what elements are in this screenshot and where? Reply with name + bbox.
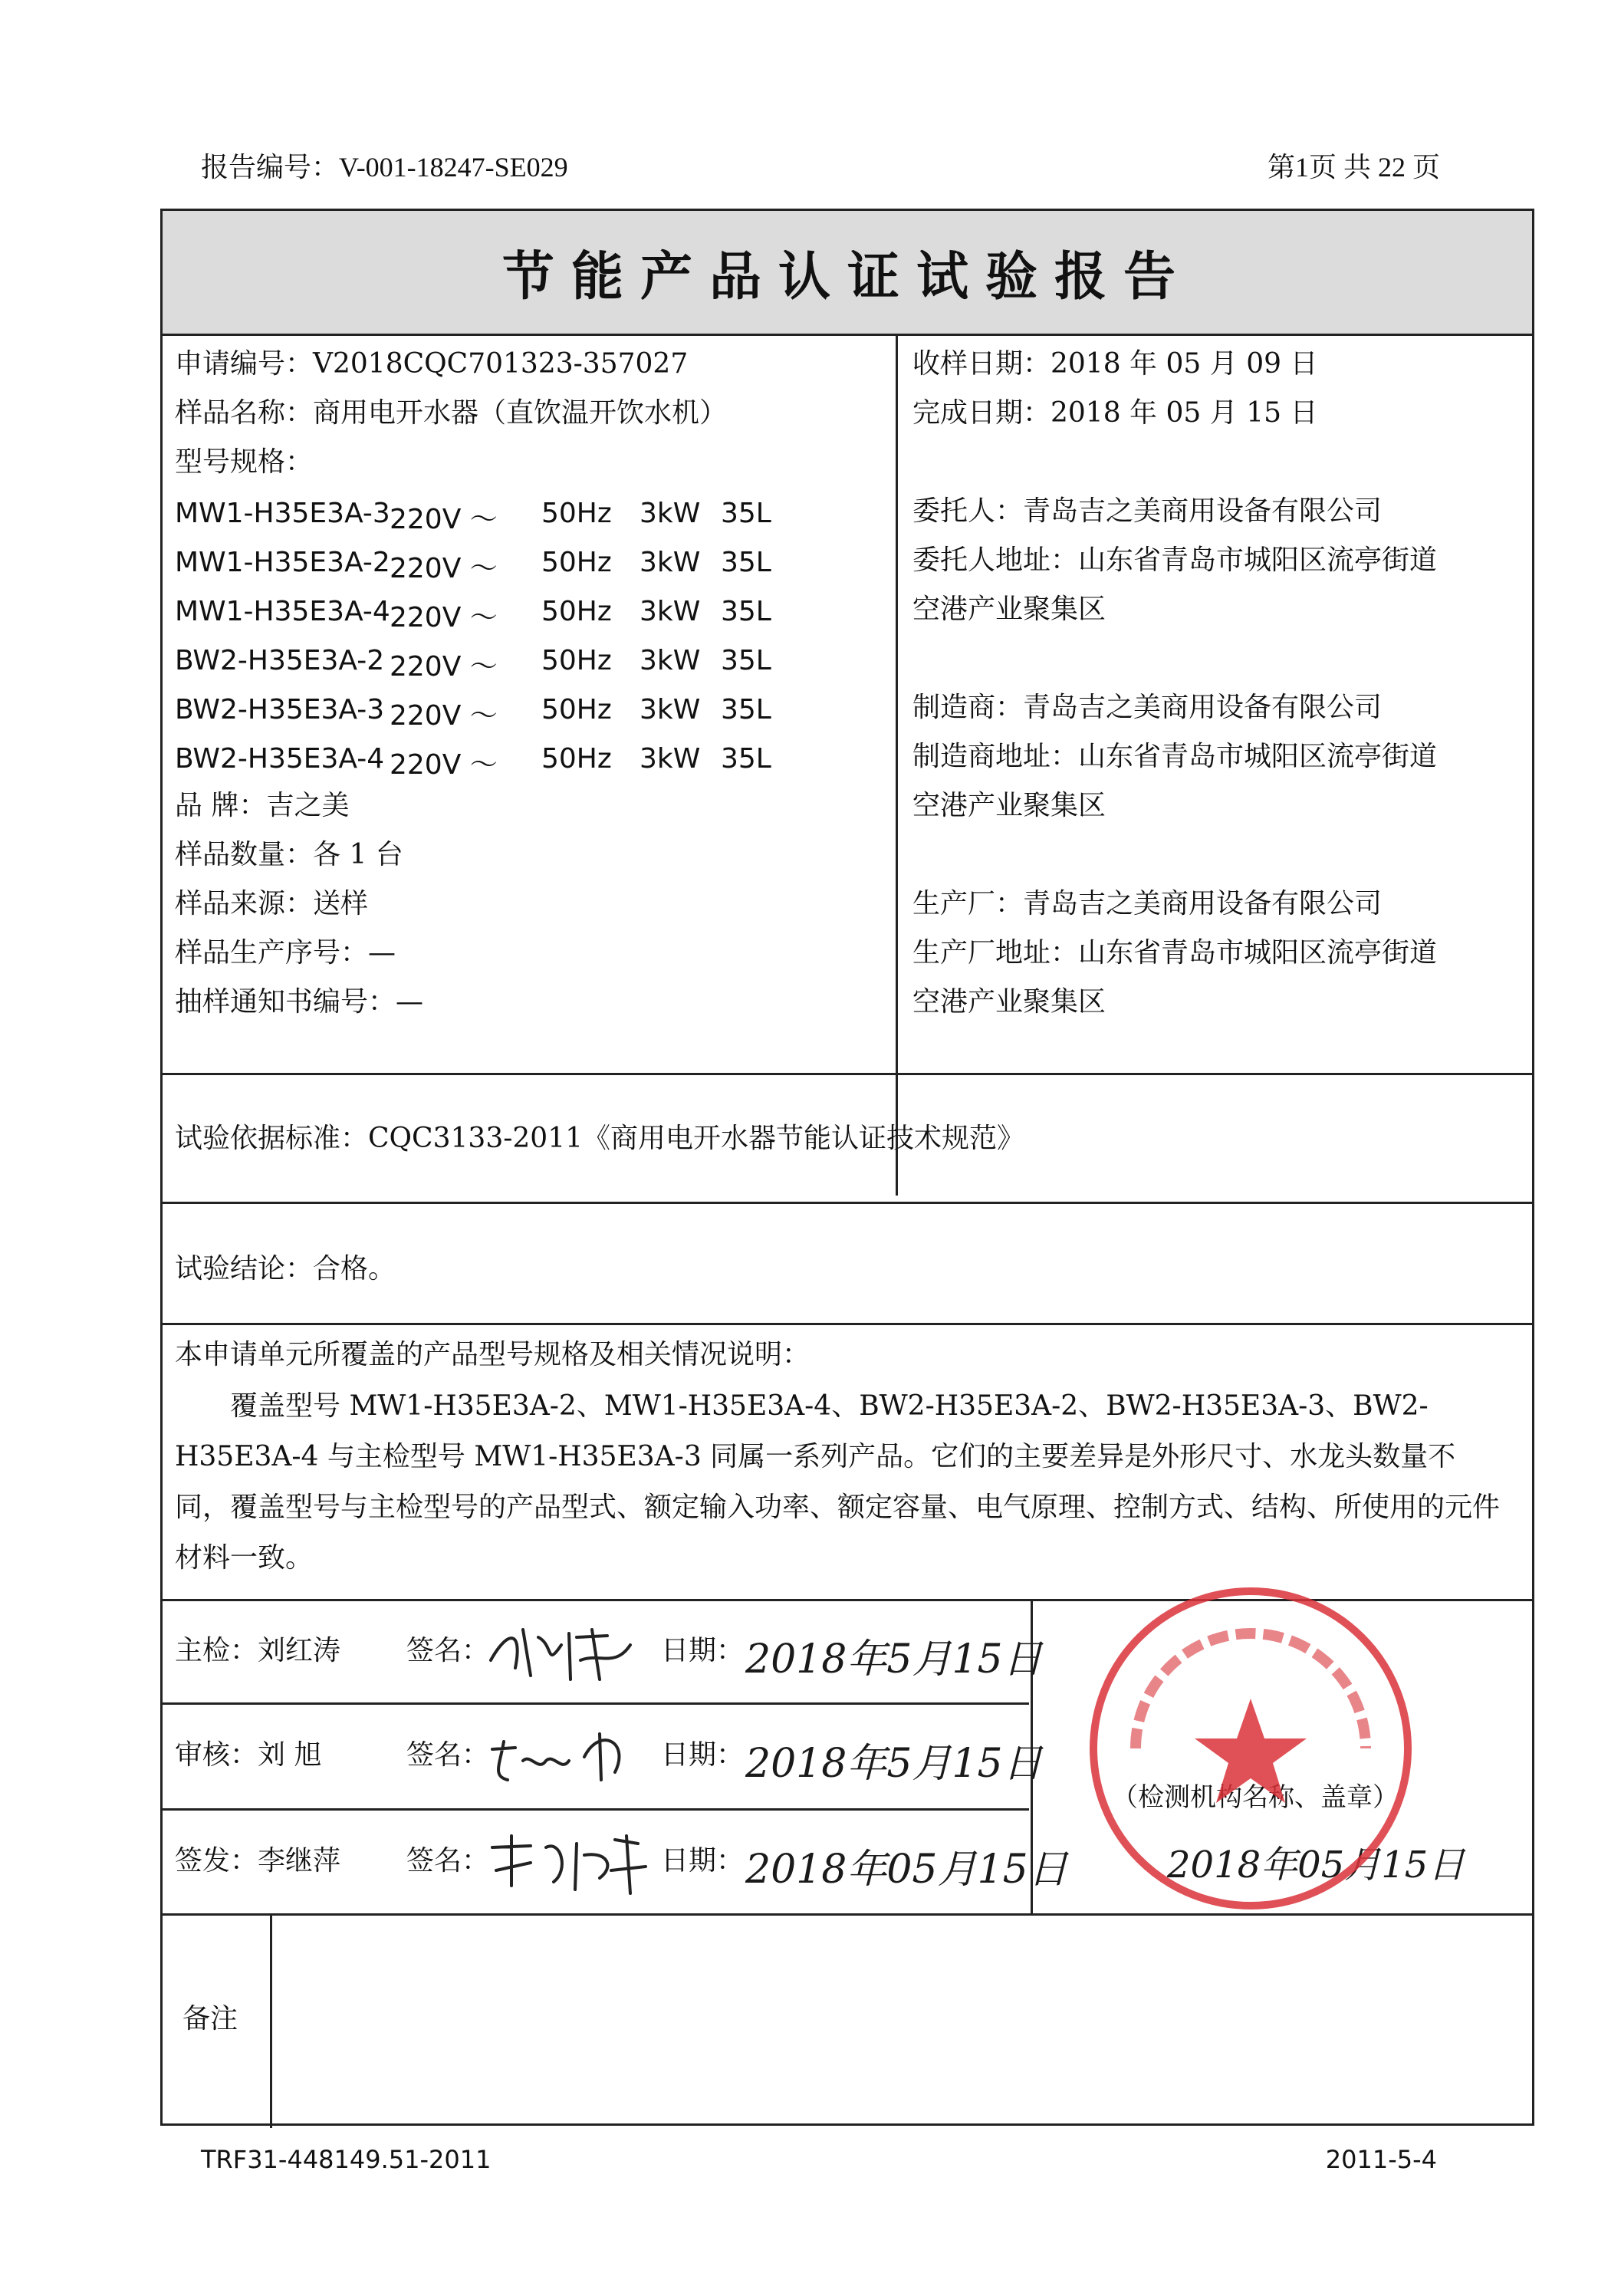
report-number: 报告编号：V-001-18247-SE029 <box>201 152 568 183</box>
model-code: MW1-H35E3A-3 <box>175 498 390 529</box>
reviewer-signature <box>485 1719 646 1795</box>
model-voltage: 220V ～ <box>390 602 498 633</box>
date-label: 日期： <box>661 1739 745 1771</box>
column-divider <box>896 334 898 1196</box>
model-capacity: 35L <box>721 547 771 578</box>
client-address-cont: 空港产业聚集区 <box>912 594 1106 625</box>
inspector-role: 主检：刘红涛 <box>175 1635 341 1666</box>
model-code: BW2-H35E3A-4 <box>175 743 385 775</box>
model-power: 3kW <box>640 498 701 529</box>
model-spec-label: 型号规格： <box>175 446 314 478</box>
sample-quantity: 样品数量：各 1 台 <box>175 839 403 870</box>
model-voltage: 220V ～ <box>390 553 498 584</box>
sample-source: 样品来源：送样 <box>175 888 369 919</box>
test-standard: 试验依据标准：CQC3133-2011《商用电开水器节能认证技术规范》 <box>175 1123 1025 1154</box>
model-capacity: 35L <box>721 596 771 627</box>
model-capacity: 35L <box>721 694 771 725</box>
model-frequency: 50Hz <box>541 694 612 725</box>
stamp-date: 2018年05月15日 <box>1167 1844 1465 1886</box>
manufacturer-address: 制造商地址：山东省青岛市城阳区流亭街道 <box>912 741 1438 772</box>
model-code: MW1-H35E3A-4 <box>175 596 390 627</box>
sign-label: 签名： <box>406 1739 490 1771</box>
coverage-text <box>175 1381 1509 1584</box>
model-voltage: 220V ～ <box>390 749 498 781</box>
model-capacity: 35L <box>721 498 771 529</box>
approver-role: 签发：李继萍 <box>175 1845 341 1877</box>
date-label: 日期： <box>661 1635 745 1666</box>
date-label: 日期： <box>661 1845 745 1877</box>
model-code: BW2-H35E3A-3 <box>175 694 385 725</box>
model-voltage: 220V ～ <box>390 651 498 683</box>
sign-label: 签名： <box>406 1845 490 1877</box>
model-frequency: 50Hz <box>541 547 612 578</box>
coverage-heading: 本申请单元所覆盖的产品型号规格及相关情况说明： <box>175 1339 810 1370</box>
divider <box>163 1323 1532 1325</box>
model-frequency: 50Hz <box>541 596 612 627</box>
model-capacity: 35L <box>721 645 771 676</box>
model-power: 3kW <box>640 596 701 627</box>
application-number: 申请编号：V2018CQC701323-357027 <box>175 348 689 380</box>
model-frequency: 50Hz <box>541 498 612 529</box>
client-address: 委托人地址：山东省青岛市城阳区流亭街道 <box>912 544 1438 576</box>
factory-address-cont: 空港产业聚集区 <box>912 986 1106 1018</box>
model-frequency: 50Hz <box>541 743 612 775</box>
sign-label: 签名： <box>406 1635 490 1666</box>
remarks-divider <box>270 1913 272 2128</box>
model-power: 3kW <box>640 694 701 725</box>
model-power: 3kW <box>640 645 701 676</box>
approver-signature <box>485 1824 653 1901</box>
client: 委托人：青岛吉之美商用设备有限公司 <box>912 495 1383 527</box>
divider <box>163 1202 1532 1204</box>
factory: 生产厂：青岛吉之美商用设备有限公司 <box>912 888 1383 919</box>
model-capacity: 35L <box>721 743 771 775</box>
sample-serial: 样品生产序号：— <box>175 937 396 969</box>
inspector-date: 2018年5月15日 <box>745 1636 1043 1683</box>
factory-address: 生产厂地址：山东省青岛市城阳区流亭街道 <box>912 937 1438 969</box>
manufacturer-address-cont: 空港产业聚集区 <box>912 790 1106 821</box>
manufacturer: 制造商：青岛吉之美商用设备有限公司 <box>912 692 1383 723</box>
model-voltage: 220V ～ <box>390 700 498 732</box>
received-date: 收样日期：2018 年 05 月 09 日 <box>912 348 1318 380</box>
approver-date: 2018年05月15日 <box>745 1847 1068 1893</box>
stamp-caption: （检测机构名称、盖章） <box>1112 1782 1399 1813</box>
form-date: 2011-5-4 <box>1325 2145 1437 2174</box>
divider <box>163 1808 1029 1811</box>
model-power: 3kW <box>640 547 701 578</box>
completed-date: 完成日期：2018 年 05 月 15 日 <box>912 397 1318 429</box>
official-seal <box>1078 1576 1423 1921</box>
reviewer-date: 2018年5月15日 <box>745 1741 1043 1787</box>
page-number: 第1页 共 22 页 <box>1267 152 1440 183</box>
sample-name: 样品名称：商用电开水器（直饮温开饮水机） <box>175 397 728 429</box>
coverage-paragraph: 覆盖型号 MW1-H35E3A-2、MW1-H35E3A-4、BW2-H35E3A-2、BW2-H35E3A-3、BW2-H35E3A-4 与主检型号 MW1-H35E3A-3 同属一系列产品。它们的主要差异是外形尺寸、水龙头数量不同，覆盖型号与主检型号的产品型式、额定输入功率、额定容量、电气原理、控制方式、结构、所使用的元件材料一致。 <box>175 1390 1501 1574</box>
sampling-notice-number: 抽样通知书编号：— <box>175 986 424 1018</box>
inspector-signature <box>485 1614 638 1691</box>
report-title: 节能产品认证试验报告 <box>163 211 1532 336</box>
divider <box>163 1702 1029 1705</box>
model-code: MW1-H35E3A-2 <box>175 547 390 578</box>
model-code: BW2-H35E3A-2 <box>175 645 385 676</box>
model-power: 3kW <box>640 743 701 775</box>
form-number: TRF31-448149.51-2011 <box>201 2145 492 2174</box>
model-frequency: 50Hz <box>541 645 612 676</box>
model-voltage: 220V ～ <box>390 504 498 535</box>
remarks-label: 备注 <box>182 2003 238 2034</box>
reviewer-role: 审核：刘 旭 <box>175 1739 322 1771</box>
brand: 品 牌：吉之美 <box>175 790 350 821</box>
divider <box>163 1073 1532 1075</box>
test-conclusion: 试验结论：合格。 <box>175 1253 396 1285</box>
